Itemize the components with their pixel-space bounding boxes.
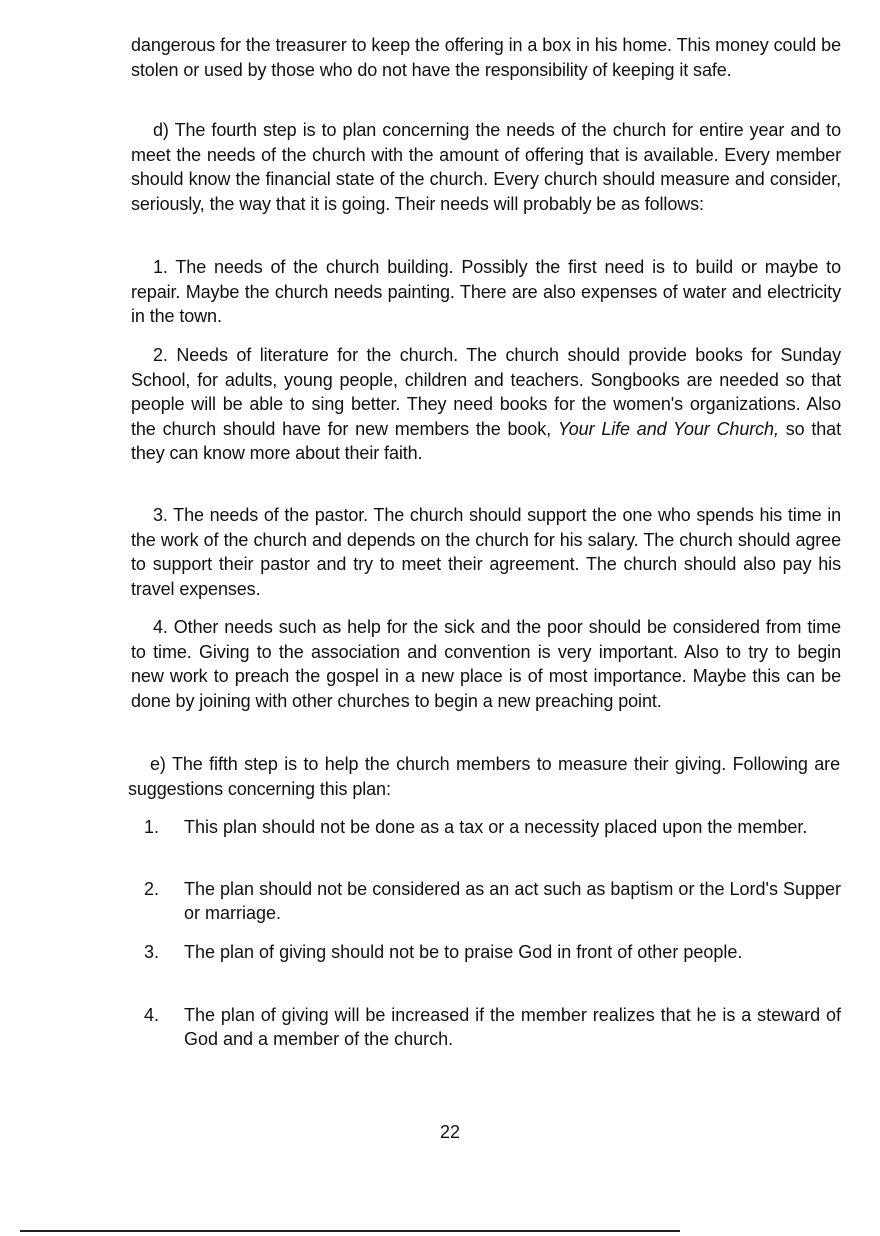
paragraph-intro: dangerous for the treasurer to keep the offering in a box in his home. This money could be stolen or used by those who do not have the responsibility of keeping it safe. xyxy=(131,35,841,80)
suggestion-item xyxy=(144,940,841,964)
item-text: This plan should not be done as a tax or a necessity placed upon the member. xyxy=(184,817,808,837)
paragraph-step-d: d) The fourth step is to plan concerning the needs of the church for entire year and to meet the needs of the church with the amount of offering that is available. Every member should know the financial state of the church. Every church should measure and consider, seriously, the way that it is going. Their needs will probably be as follows: xyxy=(131,120,841,214)
need-2-text-end: so that they can know more about their faith. xyxy=(131,418,841,463)
book-title: Your Life and Your Church, xyxy=(557,418,779,439)
suggestion-item xyxy=(144,815,841,839)
paragraph-need-1: 1. The needs of the church building. Possibly the first need is to build or maybe to repair. Maybe the church needs painting. There are also expenses of water and electricity in the town. xyxy=(131,257,841,326)
item-number: 1. xyxy=(144,817,160,837)
bottom-edge-line xyxy=(20,1230,680,1232)
paragraph-need-4: 4. Other needs such as help for the sick and the poor should be considered from time to time. Giving to the association and convention is very important. Also to try to begin new work to preach the gospel in a new place is of most importance. Maybe this can be done by joining with other churches to begin a new preaching point. xyxy=(131,617,841,711)
paragraph-step-e: e) The fifth step is to help the church members to measure their giving. Following are suggestions concerning this plan: xyxy=(128,754,840,799)
paragraph-need-2 xyxy=(131,343,841,466)
item-number: 3. xyxy=(144,942,160,962)
item-number: 4. xyxy=(144,1005,160,1025)
suggestion-item xyxy=(144,1003,841,1051)
item-text: The plan of giving will be increased if the member realizes that he is a steward of God and a member of the church. xyxy=(184,1005,841,1049)
page-number: 22 xyxy=(440,1122,461,1142)
item-text: The plan of giving should not be to praise God in front of other people. xyxy=(184,942,743,962)
need-2-text: 2. Needs of literature for the church. The church should provide books for Sunday School, for adults, young people, children and teachers. Songbooks are needed so that people will be able to sing better. They need books for the women's organizations. Also the church should have for new members the book, xyxy=(131,345,841,439)
item-text: The plan should not be considered as an act such as baptism or the Lord's Supper or marriage. xyxy=(184,879,841,923)
paragraph-need-3: 3. The needs of the pastor. The church should support the one who spends his time in the work of the church and depends on the church for his salary. The church should agree to support their pastor and try to meet their agreement. The church should also pay his travel expenses. xyxy=(131,505,841,599)
item-number: 2. xyxy=(144,879,160,899)
suggestion-item xyxy=(144,877,841,925)
